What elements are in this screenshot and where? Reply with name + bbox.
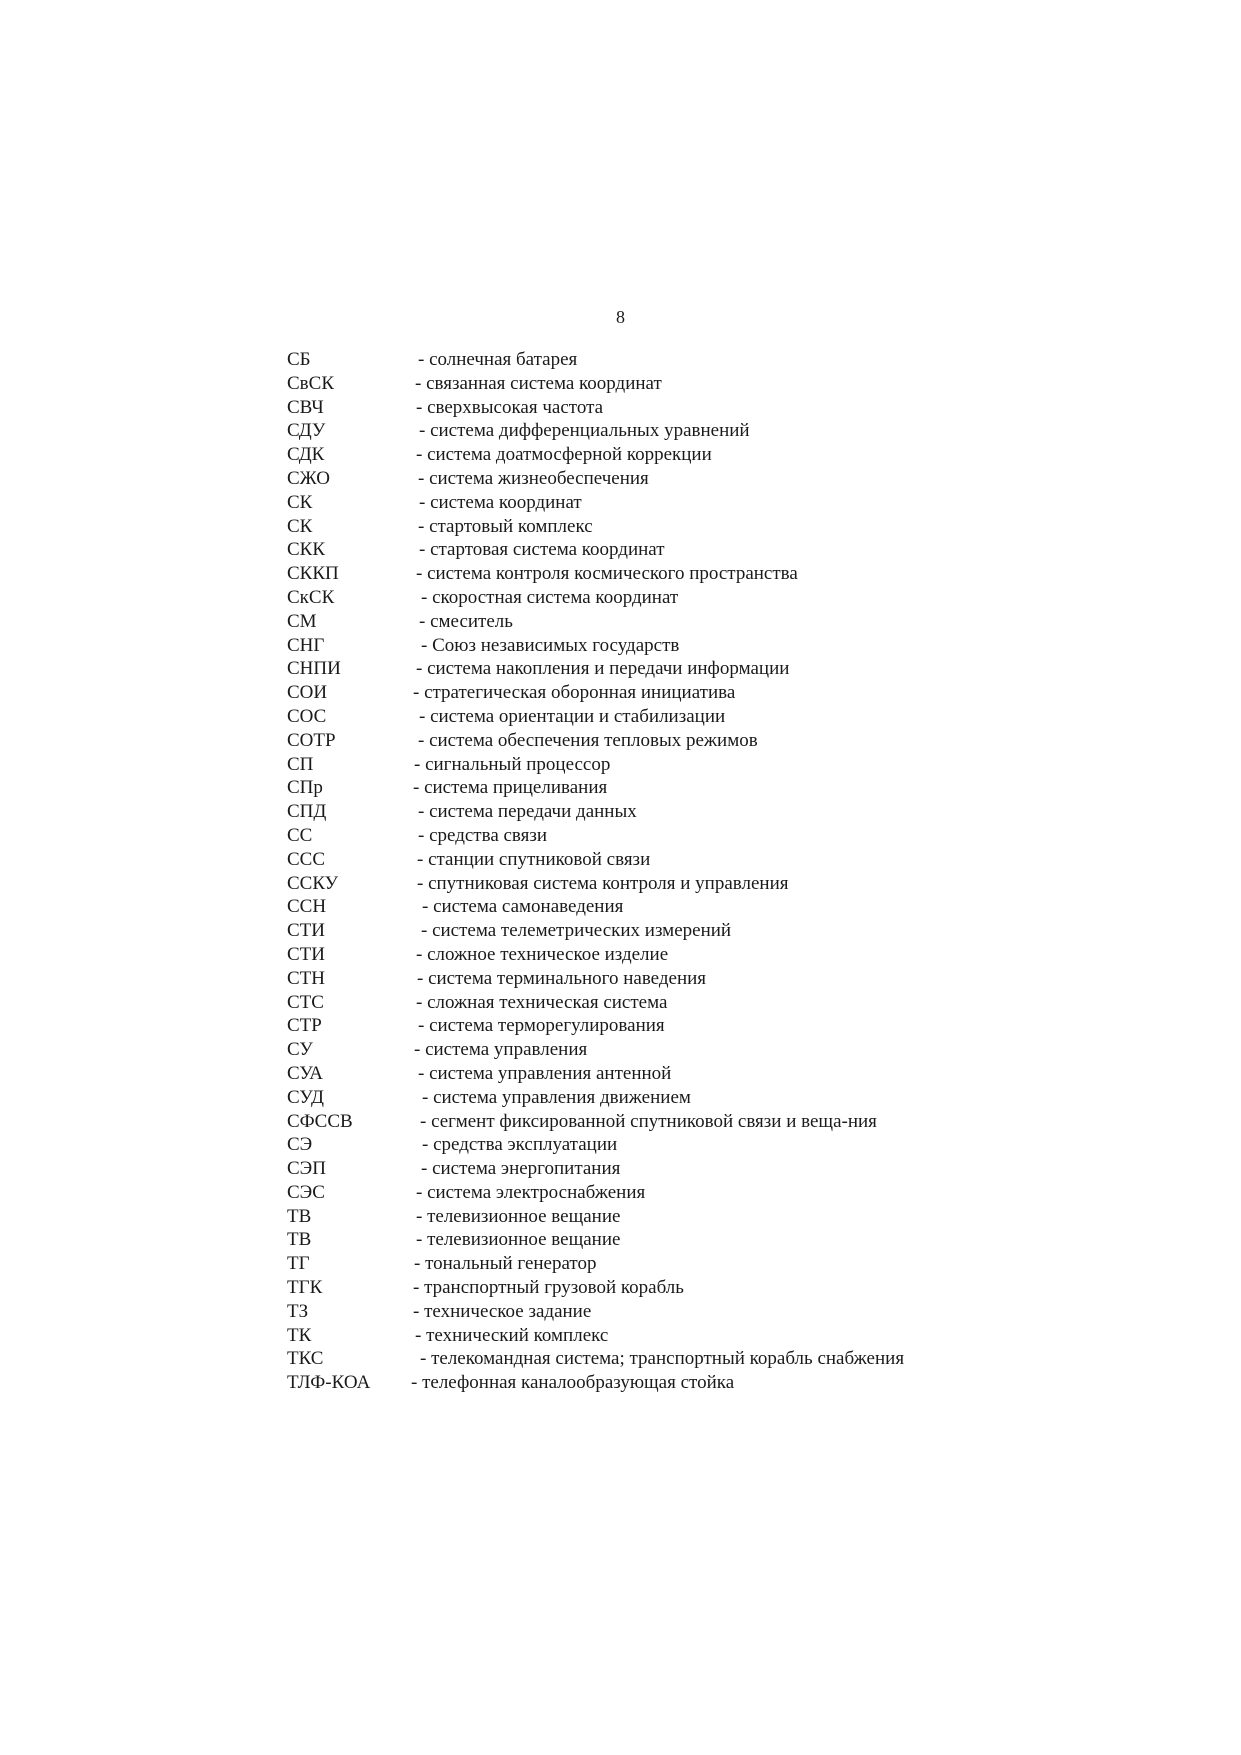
abbreviation-definition: - система доатмосферной коррекции — [416, 444, 712, 466]
abbreviation-row — [287, 372, 1007, 396]
abbreviation-definition: - стартовый комплекс — [418, 515, 593, 537]
abbreviation-row — [287, 1014, 1007, 1038]
abbreviation-definition: - система передачи данных — [418, 801, 637, 823]
abbreviation-definition: - скоростная система координат — [421, 586, 679, 608]
abbreviation-row — [287, 467, 1007, 491]
abbreviation-row — [287, 396, 1007, 420]
abbreviation-term: СБ — [287, 349, 311, 370]
abbreviation-row — [287, 1086, 1007, 1110]
abbreviation-term: СК — [287, 491, 313, 513]
abbreviation-row — [287, 991, 1007, 1015]
abbreviation-row — [287, 1205, 1007, 1229]
abbreviation-definition: - система управления движением — [422, 1086, 691, 1108]
abbreviation-term: СЭП — [287, 1158, 326, 1180]
abbreviation-row — [287, 1347, 1007, 1371]
abbreviation-row — [287, 419, 1007, 443]
abbreviation-row — [287, 1300, 1007, 1324]
abbreviation-term: СОИ — [287, 682, 328, 704]
abbreviation-row — [287, 538, 1007, 562]
abbreviation-term: ТЗ — [287, 1300, 309, 1322]
abbreviation-definition: - телевизионное вещание — [416, 1205, 621, 1227]
abbreviation-row — [287, 1110, 1007, 1134]
abbreviation-term: ТВ — [287, 1229, 312, 1251]
abbreviation-row — [287, 1228, 1007, 1252]
abbreviation-definition: - связанная система координат — [415, 372, 662, 394]
abbreviation-definition: - система управления — [414, 1039, 588, 1061]
abbreviation-term: ТКС — [287, 1348, 324, 1370]
abbreviation-term: СУА — [287, 1062, 323, 1084]
abbreviation-definition: - система энергопитания — [421, 1158, 621, 1180]
abbreviation-row — [287, 919, 1007, 943]
abbreviation-definition: - система ориентации и стабилизации — [419, 705, 726, 727]
abbreviation-row — [287, 348, 1007, 372]
abbreviation-row — [287, 515, 1007, 539]
abbreviation-term: СФССВ — [287, 1110, 353, 1132]
abbreviation-term: СЖО — [287, 467, 330, 489]
abbreviation-term: ТЛФ-КОА — [287, 1372, 371, 1394]
abbreviation-definition: - стартовая система координат — [419, 539, 665, 561]
abbreviation-definition: - технический комплекс — [415, 1324, 609, 1346]
abbreviation-term: СОТР — [287, 729, 336, 751]
abbreviation-row — [287, 967, 1007, 991]
abbreviation-definition: - система накопления и передачи информации — [416, 658, 790, 680]
abbreviation-definition: - система контроля космического пространства — [416, 563, 798, 585]
abbreviation-row — [287, 824, 1007, 848]
abbreviation-row — [287, 681, 1007, 705]
abbreviation-definition: - сверхвысокая частота — [416, 396, 604, 418]
abbreviation-term: ССН — [287, 896, 327, 918]
abbreviation-definition: - станции спутниковой связи — [417, 848, 651, 870]
abbreviation-term: СТР — [287, 1015, 322, 1037]
abbreviation-definition: - Союз независимых государств — [421, 634, 680, 656]
abbreviation-definition: - система электроснабжения — [416, 1181, 646, 1203]
abbreviation-definition: - стратегическая оборонная инициатива — [413, 682, 736, 704]
abbreviation-term: ТГК — [287, 1277, 323, 1299]
abbreviation-row — [287, 872, 1007, 896]
abbreviation-row — [287, 729, 1007, 753]
abbreviation-definition: - система жизнеобеспечения — [418, 467, 649, 489]
abbreviation-term: СМ — [287, 610, 317, 632]
abbreviation-term: СДК — [287, 444, 325, 466]
abbreviation-definition: - сложная техническая система — [416, 991, 668, 1013]
abbreviation-definition: - сигнальный процессор — [414, 753, 611, 775]
abbreviation-row — [287, 1038, 1007, 1062]
abbreviation-definition: - тональный генератор — [414, 1253, 597, 1275]
abbreviation-row — [287, 634, 1007, 658]
abbreviation-term: СЭС — [287, 1181, 325, 1203]
abbreviation-term: СДУ — [287, 420, 326, 442]
abbreviation-term: СТН — [287, 967, 325, 989]
abbreviation-row — [287, 562, 1007, 586]
abbreviation-definition: - сложное техническое изделие — [416, 943, 669, 965]
abbreviation-term: СУД — [287, 1086, 324, 1108]
abbreviation-definition: - средства связи — [418, 824, 548, 846]
abbreviation-row — [287, 1062, 1007, 1086]
abbreviation-row — [287, 1252, 1007, 1276]
abbreviation-term: СкСК — [287, 586, 335, 608]
abbreviation-row — [287, 1276, 1007, 1300]
abbreviation-definition: - спутниковая система контроля и управления — [417, 872, 789, 894]
abbreviation-row — [287, 943, 1007, 967]
abbreviation-definition: - телевизионное вещание — [416, 1229, 621, 1251]
abbreviation-term: ССС — [287, 848, 326, 870]
abbreviation-definition: - телекомандная система; транспортный корабль снабжения — [420, 1348, 905, 1370]
abbreviation-term: СП — [287, 753, 314, 775]
abbreviation-definition: - транспортный грузовой корабль — [413, 1277, 684, 1299]
abbreviation-row — [287, 1133, 1007, 1157]
abbreviation-term: СТС — [287, 991, 324, 1013]
abbreviation-row — [287, 1371, 1007, 1395]
abbreviation-list — [287, 348, 1007, 1395]
abbreviation-term: СС — [287, 824, 313, 846]
abbreviation-row — [287, 491, 1007, 515]
abbreviation-row — [287, 1157, 1007, 1181]
abbreviation-term: СОС — [287, 705, 327, 727]
abbreviation-term: СНГ — [287, 634, 325, 656]
page-number: 8 — [616, 307, 625, 327]
abbreviation-term: СПр — [287, 777, 323, 799]
abbreviation-term: ТВ — [287, 1205, 312, 1227]
abbreviation-row — [287, 848, 1007, 872]
abbreviation-row — [287, 657, 1007, 681]
abbreviation-row — [287, 776, 1007, 800]
abbreviation-row — [287, 895, 1007, 919]
abbreviation-definition: - система управления антенной — [418, 1062, 672, 1084]
abbreviation-term: СвСК — [287, 372, 334, 394]
abbreviation-definition: - средства эксплуатации — [422, 1134, 618, 1156]
abbreviation-row — [287, 1181, 1007, 1205]
abbreviation-definition: - солнечная батарея — [418, 349, 578, 370]
abbreviation-definition: - система дифференциальных уравнений — [419, 420, 750, 442]
abbreviation-definition: - система обеспечения тепловых режимов — [418, 729, 758, 751]
abbreviation-definition: - система прицеливания — [413, 777, 608, 799]
abbreviation-definition: - система терминального наведения — [417, 967, 707, 989]
abbreviation-row — [287, 443, 1007, 467]
abbreviation-term: СТИ — [287, 920, 325, 942]
abbreviation-term: ТК — [287, 1324, 312, 1346]
abbreviation-term: СНПИ — [287, 658, 341, 680]
abbreviation-term: СЭ — [287, 1134, 313, 1156]
abbreviation-term: СТИ — [287, 943, 325, 965]
abbreviation-definition: - телефонная каналообразующая стойка — [411, 1372, 735, 1394]
abbreviation-row — [287, 1324, 1007, 1348]
abbreviation-term: СУ — [287, 1039, 313, 1061]
abbreviation-term: СВЧ — [287, 396, 324, 418]
abbreviation-definition: - система телеметрических измерений — [421, 920, 732, 942]
abbreviation-definition: - система координат — [419, 491, 582, 513]
abbreviation-definition: - система самонаведения — [422, 896, 624, 918]
abbreviation-term: СКК — [287, 539, 326, 561]
abbreviation-term: ССКУ — [287, 872, 339, 894]
abbreviation-term: СПД — [287, 801, 327, 823]
abbreviation-definition: - смеситель — [419, 610, 513, 632]
abbreviation-row — [287, 753, 1007, 777]
abbreviation-term: СККП — [287, 563, 339, 585]
abbreviation-term: ТГ — [287, 1253, 310, 1275]
abbreviation-definition: - система терморегулирования — [418, 1015, 665, 1037]
abbreviation-definition: - техническое задание — [413, 1300, 592, 1322]
abbreviation-row — [287, 610, 1007, 634]
abbreviation-term: СК — [287, 515, 313, 537]
abbreviation-definition: - сегмент фиксированной спутниковой связи и веща-ния — [420, 1110, 877, 1132]
abbreviation-row — [287, 705, 1007, 729]
abbreviation-row — [287, 800, 1007, 824]
abbreviation-row — [287, 586, 1007, 610]
